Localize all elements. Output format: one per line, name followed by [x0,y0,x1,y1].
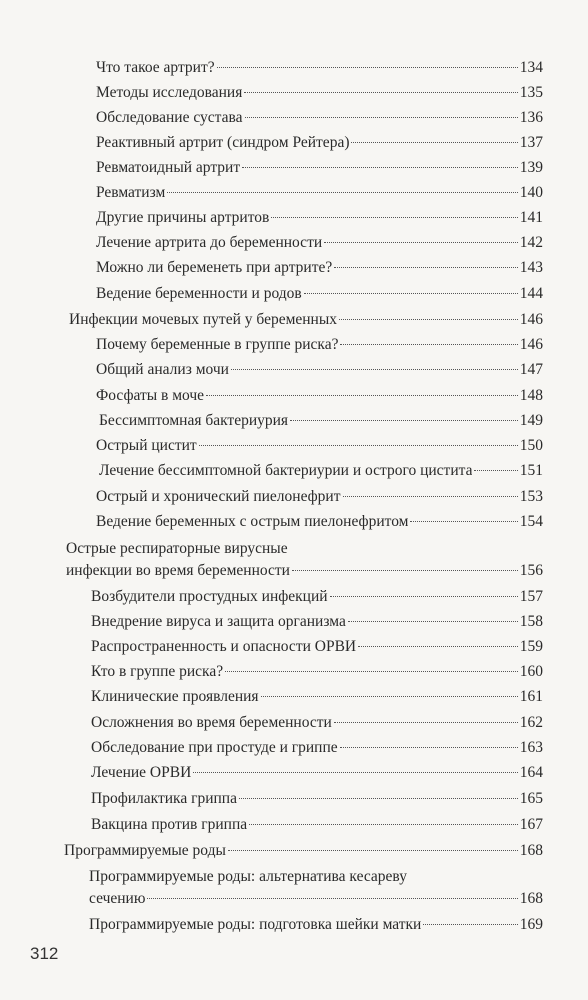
toc-entry-page: 141 [519,209,543,226]
dot-leader [334,722,518,723]
toc-entry [91,788,543,810]
toc-entry-title: Ревматизм [96,184,166,201]
dot-leader [244,92,517,93]
toc-entry-page: 162 [519,714,543,731]
toc-section [64,840,543,862]
toc-entry-page: 150 [519,437,543,454]
toc-entry-page: 139 [519,159,543,176]
toc-entry [96,486,543,508]
toc-entry [96,182,543,204]
toc-entry-page: 164 [519,764,543,781]
toc-entry [91,814,543,836]
toc-entry-page: 140 [519,184,543,201]
toc-entry [91,762,543,784]
toc-entry-title: Программируемые роды: подготовка шейки матки [89,916,422,933]
toc-entry-title: Фосфаты в моче [96,387,205,404]
dot-leader [324,242,518,243]
toc-entry [96,435,543,457]
toc-entry-page: 153 [519,488,543,505]
toc-entry-title: Почему беременные в группе риска? [96,336,339,353]
toc-entry [96,232,543,254]
toc-entry-page: 137 [519,134,543,151]
toc-entry-title: Ведение беременности и родов [96,285,302,302]
toc-entry-title: Распространенность и опасности ОРВИ [91,638,357,655]
toc-entry-page: 154 [519,513,543,530]
toc-entry-title: Острый и хронический пиелонефрит [96,488,341,505]
toc-entry-page: 157 [519,588,543,605]
toc-entry-title: Другие причины артритов [96,209,270,226]
toc-section-page: 168 [519,842,543,859]
toc-section [66,538,543,582]
toc-entry-title: Ведение беременных с острым пиелонефритом [96,513,409,530]
toc-entry-title: Можно ли беременеть при артрите? [96,259,333,276]
toc-entry-title: Лечение артрита до беременности [96,234,323,251]
dot-leader [228,850,518,851]
dot-leader [239,798,518,799]
toc-entry-title: Острый цистит [96,437,197,454]
dot-leader [271,217,517,218]
dot-leader [348,621,518,622]
toc-entry [89,914,543,936]
toc-entry [96,359,543,381]
toc-entry [96,57,543,79]
toc-entry-page: 149 [519,412,543,429]
toc-entry [96,385,543,407]
toc-entry-page: 163 [519,739,543,756]
toc-entry-title: Лечение бессимптомной бактериурии и острого цистита [99,462,473,479]
dot-leader [167,192,517,193]
toc-entry-page: 168 [519,890,543,907]
toc-entry-page: 144 [519,285,543,302]
toc-entry-title: Лечение ОРВИ [91,764,192,781]
toc-entry [89,866,543,910]
toc-entry-page: 142 [519,234,543,251]
dot-leader [474,470,517,471]
toc-entry [96,107,543,129]
dot-leader [292,570,518,571]
toc-entry-title: Профилактика гриппа [91,790,237,807]
dot-leader [147,898,517,899]
dot-leader [290,420,518,421]
dot-leader [330,596,518,597]
toc-entry-title: Обследование сустава [96,109,243,126]
dot-leader [343,496,518,497]
dot-leader [206,395,518,396]
toc-entry-title-line1: Программируемые роды: альтернатива кесареву [89,868,407,885]
toc-entry-page: 135 [519,84,543,101]
toc-entry-page: 136 [519,109,543,126]
toc-section-page: 146 [519,311,543,328]
toc-entry-page: 148 [519,387,543,404]
toc-entry [96,511,543,533]
dot-leader [423,924,517,925]
dot-leader [217,67,518,68]
toc-entry-title: Методы исследования [96,84,243,101]
toc-entry [96,257,543,279]
toc-entry [99,410,543,432]
toc-entry [91,636,543,658]
toc-entry-title: Внедрение вируса и защита организма [91,613,346,630]
toc-entry-page: 160 [519,663,543,680]
toc-entry [96,334,543,356]
toc-section [69,309,543,331]
toc-entry-page: 165 [519,790,543,807]
dot-leader [340,344,517,345]
toc-entry-page: 146 [519,336,543,353]
toc-entry [96,82,543,104]
toc-entry [91,686,543,708]
toc-section-title: Программируемые роды [64,842,226,859]
toc-entry-title: Реактивный артрит (синдром Рейтера) [96,134,350,151]
dot-leader [358,646,518,647]
toc-entry [91,611,543,633]
dot-leader [231,369,518,370]
toc-section-title: Инфекции мочевых путей у беременных [69,311,338,328]
dot-leader [304,293,518,294]
dot-leader [410,521,517,522]
toc-section-page: 156 [519,562,543,579]
dot-leader [351,142,517,143]
dot-leader [340,747,518,748]
dot-leader [225,671,518,672]
toc-entry-title: Клинические проявления [91,688,259,705]
dot-leader [245,117,518,118]
dot-leader [193,772,517,773]
toc-entry-title: Что такое артрит? [96,59,215,76]
toc-entry [91,737,543,759]
dot-leader [199,445,518,446]
toc-entry-page: 169 [519,916,543,933]
toc-entry [91,712,543,734]
toc-entry-page: 147 [519,361,543,378]
toc-entry-title: Вакцина против гриппа [91,816,248,833]
toc-section-title-line2: инфекции во время беременности [66,562,290,579]
toc-entry [96,132,543,154]
toc-entry-page: 159 [519,638,543,655]
page-number: 312 [30,944,59,963]
dot-leader [249,824,518,825]
toc-section-title-line1: Острые респираторные вирусные [66,540,288,557]
toc-entry [96,283,543,305]
toc-entry [91,586,543,608]
dot-leader [334,267,518,268]
toc-entry-title: Осложнения во время беременности [91,714,332,731]
toc-entry [96,207,543,229]
toc-entry-title: Кто в группе риска? [91,663,224,680]
toc-entry [96,157,543,179]
toc-entry-page: 134 [519,59,543,76]
toc-entry-title: Возбудители простудных инфекций [91,588,328,605]
toc-entry-title: Обследование при простуде и гриппе [91,739,338,756]
toc-entry-title: Общий анализ мочи [96,361,229,378]
toc-entry-page: 158 [519,613,543,630]
toc-entry-page: 167 [519,816,543,833]
toc-entry-title-line2: сечению [89,890,146,907]
toc-entry-page: 143 [519,259,543,276]
toc-entry [91,661,543,683]
toc-entry [99,460,543,482]
dot-leader [261,696,518,697]
dot-leader [242,167,518,168]
toc-entry-title: Бессимптомная бактериурия [99,412,289,429]
toc-entry-page: 151 [519,462,543,479]
dot-leader [339,319,518,320]
toc-entry-page: 161 [519,688,543,705]
toc-entry-title: Ревматоидный артрит [96,159,241,176]
